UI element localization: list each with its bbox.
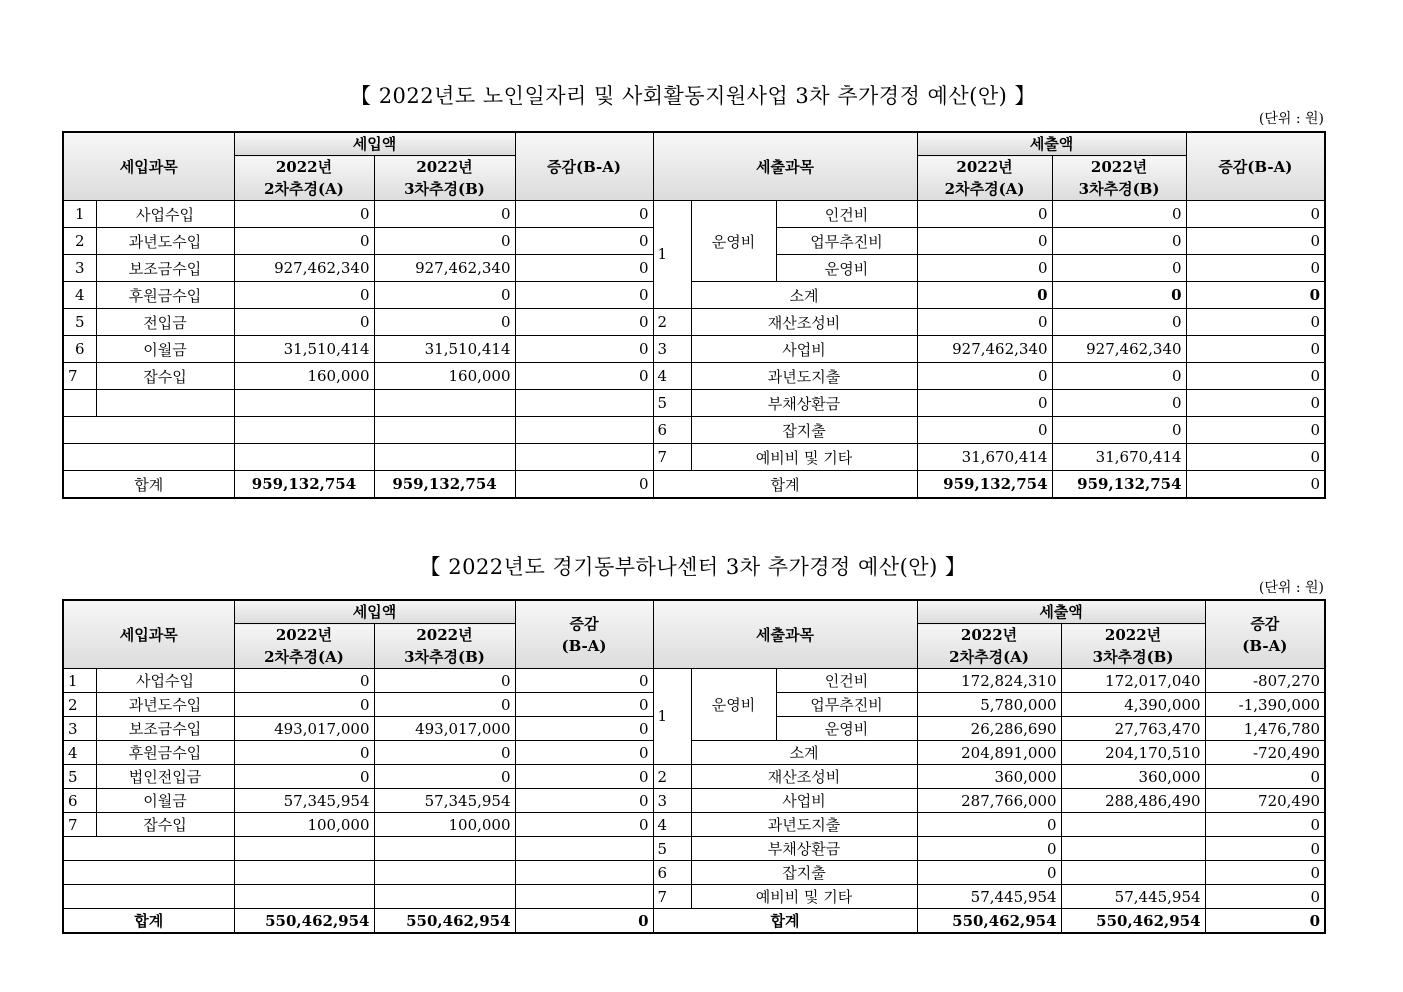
expense-diff: 0	[1186, 363, 1325, 390]
expense-b: 0	[1052, 363, 1186, 390]
expense-diff: 0	[1186, 309, 1325, 336]
expense-no: 7	[653, 885, 691, 909]
income-diff: 0	[515, 255, 653, 282]
expense-b: 0	[1052, 309, 1186, 336]
expense-b	[1061, 813, 1205, 837]
empty-cell	[234, 417, 374, 444]
income-no: 6	[63, 789, 96, 813]
empty-cell	[515, 837, 653, 861]
expense-diff: 0	[1186, 255, 1325, 282]
income-diff: 0	[515, 282, 653, 309]
income-a: 0	[234, 228, 374, 255]
empty-cell	[374, 861, 515, 885]
expense-subject-header: 세출과목	[653, 132, 917, 201]
income-col-b-header: 2022년 3차추경(B)	[374, 624, 515, 669]
expense-diff: -1,390,000	[1205, 693, 1325, 717]
income-subject-header: 세입과목	[63, 600, 234, 669]
expense-no: 4	[653, 813, 691, 837]
income-name: 보조금수입	[96, 717, 234, 741]
income-name: 과년도수입	[96, 693, 234, 717]
expense-name: 재산조성비	[691, 309, 917, 336]
expense-a: 31,670,414	[917, 444, 1052, 471]
income-b: 57,345,954	[374, 789, 515, 813]
empty-cell	[63, 861, 234, 885]
income-name: 사업수입	[96, 201, 234, 228]
expense-no: 3	[653, 789, 691, 813]
expense-sub-name: 인건비	[776, 669, 917, 693]
income-total-diff: 0	[515, 471, 653, 499]
income-diff: 0	[515, 309, 653, 336]
income-a: 160,000	[234, 363, 374, 390]
income-name: 후원금수입	[96, 741, 234, 765]
expense-diff-header: 증감 (B-A)	[1205, 600, 1325, 669]
expense-a: 360,000	[917, 765, 1061, 789]
income-diff: 0	[515, 228, 653, 255]
empty-cell	[63, 390, 96, 417]
income-name: 이월금	[96, 789, 234, 813]
budget-table-2	[62, 599, 1326, 934]
empty-cell	[234, 837, 374, 861]
empty-cell	[374, 417, 515, 444]
expense-a: 0	[917, 813, 1061, 837]
expense-diff: 0	[1186, 444, 1325, 471]
expense-a: 26,286,690	[917, 717, 1061, 741]
expense-b: 31,670,414	[1052, 444, 1186, 471]
expense-subtotal-diff: -720,490	[1205, 741, 1325, 765]
income-a: 0	[234, 765, 374, 789]
expense-b: 288,486,490	[1061, 789, 1205, 813]
income-diff-header: 증감(B-A)	[515, 132, 653, 201]
income-name: 잡수입	[96, 813, 234, 837]
expense-name: 사업비	[691, 336, 917, 363]
income-b: 100,000	[374, 813, 515, 837]
income-a: 927,462,340	[234, 255, 374, 282]
total-row	[63, 471, 1325, 499]
income-diff: 0	[515, 201, 653, 228]
income-a: 493,017,000	[234, 717, 374, 741]
expense-name: 과년도지출	[691, 363, 917, 390]
expense-no: 4	[653, 363, 691, 390]
income-diff: 0	[515, 813, 653, 837]
expense-b: 0	[1052, 201, 1186, 228]
expense-b	[1061, 861, 1205, 885]
income-amount-header: 세입액	[234, 600, 515, 624]
income-a: 0	[234, 309, 374, 336]
income-no: 1	[63, 201, 96, 228]
income-b: 927,462,340	[374, 255, 515, 282]
budget-table-1	[62, 131, 1326, 499]
income-diff: 0	[515, 741, 653, 765]
expense-b: 927,462,340	[1052, 336, 1186, 363]
income-diff: 0	[515, 363, 653, 390]
empty-cell	[374, 837, 515, 861]
expense-a: 0	[917, 861, 1061, 885]
income-a: 0	[234, 669, 374, 693]
expense-a: 0	[917, 837, 1061, 861]
empty-cell	[515, 444, 653, 471]
income-no: 3	[63, 717, 96, 741]
income-diff: 0	[515, 717, 653, 741]
income-b: 0	[374, 693, 515, 717]
income-b: 0	[374, 669, 515, 693]
table-row	[63, 741, 1325, 765]
expense-b: 57,445,954	[1061, 885, 1205, 909]
empty-cell	[515, 885, 653, 909]
income-name: 이월금	[96, 336, 234, 363]
empty-cell	[234, 390, 374, 417]
income-no: 4	[63, 741, 96, 765]
expense-subtotal-a: 0	[917, 282, 1052, 309]
expense-total-b: 550,462,954	[1061, 909, 1205, 934]
expense-a: 5,780,000	[917, 693, 1061, 717]
expense-b: 4,390,000	[1061, 693, 1205, 717]
expense-no: 6	[653, 417, 691, 444]
expense-no: 2	[653, 765, 691, 789]
expense-no: 3	[653, 336, 691, 363]
expense-sub-name: 업무추진비	[776, 693, 917, 717]
table-row	[63, 669, 1325, 693]
expense-col-b-header: 2022년 3차추경(B)	[1061, 624, 1205, 669]
expense-diff: 720,490	[1205, 789, 1325, 813]
income-b: 0	[374, 741, 515, 765]
empty-cell	[515, 417, 653, 444]
expense-sub-name: 인건비	[776, 201, 917, 228]
expense-total-a: 959,132,754	[917, 471, 1052, 499]
expense-b: 172,017,040	[1061, 669, 1205, 693]
expense-amount-header: 세출액	[917, 600, 1205, 624]
table-row	[63, 417, 1325, 444]
expense-amount-header: 세출액	[917, 132, 1186, 156]
expense-name: 부채상환금	[691, 390, 917, 417]
income-col-a-header: 2022년 2차추경(A)	[234, 156, 374, 201]
income-a: 0	[234, 693, 374, 717]
expense-b: 0	[1052, 255, 1186, 282]
expense-col-a-header: 2022년 2차추경(A)	[917, 156, 1052, 201]
expense-name: 부채상환금	[691, 837, 917, 861]
expense-no: 5	[653, 390, 691, 417]
expense-col-a-header: 2022년 2차추경(A)	[917, 624, 1061, 669]
empty-cell	[234, 885, 374, 909]
table-row	[63, 201, 1325, 228]
income-col-b-header: 2022년 3차추경(B)	[374, 156, 515, 201]
expense-b: 360,000	[1061, 765, 1205, 789]
income-diff-header: 증감 (B-A)	[515, 600, 653, 669]
expense-diff: 0	[1205, 885, 1325, 909]
income-amount-header: 세입액	[234, 132, 515, 156]
empty-cell	[515, 861, 653, 885]
expense-no: 7	[653, 444, 691, 471]
table-row	[63, 282, 1325, 309]
expense-col-b-header: 2022년 3차추경(B)	[1052, 156, 1186, 201]
table-row	[63, 444, 1325, 471]
expense-sub-name: 운영비	[776, 255, 917, 282]
income-diff: 0	[515, 789, 653, 813]
expense-total-a: 550,462,954	[917, 909, 1061, 934]
expense-a: 0	[917, 417, 1052, 444]
table-row	[63, 861, 1325, 885]
expense-diff: 0	[1205, 765, 1325, 789]
income-no: 5	[63, 765, 96, 789]
expense-a: 0	[917, 390, 1052, 417]
expense-total-label: 합계	[653, 909, 917, 934]
income-a: 100,000	[234, 813, 374, 837]
empty-cell	[374, 885, 515, 909]
expense-name: 잡지출	[691, 861, 917, 885]
empty-cell	[515, 390, 653, 417]
expense-diff: 1,476,780	[1205, 717, 1325, 741]
expense-subject-header: 세출과목	[653, 600, 917, 669]
expense-a: 0	[917, 228, 1052, 255]
income-no: 1	[63, 669, 96, 693]
total-row	[63, 909, 1325, 934]
expense-subtotal-b: 0	[1052, 282, 1186, 309]
income-a: 57,345,954	[234, 789, 374, 813]
expense-subtotal-a: 204,891,000	[917, 741, 1061, 765]
table-row	[63, 363, 1325, 390]
expense-no: 5	[653, 837, 691, 861]
income-no: 2	[63, 228, 96, 255]
expense-sub-name: 운영비	[776, 717, 917, 741]
expense-a: 172,824,310	[917, 669, 1061, 693]
expense-no: 2	[653, 309, 691, 336]
empty-cell	[96, 390, 234, 417]
expense-diff: 0	[1186, 417, 1325, 444]
income-total-label: 합계	[63, 909, 234, 934]
expense-diff: 0	[1186, 336, 1325, 363]
income-b: 0	[374, 201, 515, 228]
expense-b: 0	[1052, 228, 1186, 255]
expense-diff: -807,270	[1205, 669, 1325, 693]
expense-sub-name: 업무추진비	[776, 228, 917, 255]
table-row	[63, 813, 1325, 837]
budget-title-1: 【 2022년도 노인일자리 및 사회활동지원사업 3차 추가경정 예산(안) 】	[350, 84, 1036, 108]
income-total-diff: 0	[515, 909, 653, 934]
income-no: 2	[63, 693, 96, 717]
expense-a: 0	[917, 309, 1052, 336]
income-total-a: 959,132,754	[234, 471, 374, 499]
expense-diff: 0	[1186, 228, 1325, 255]
income-name: 법인전입금	[96, 765, 234, 789]
income-diff: 0	[515, 765, 653, 789]
income-total-a: 550,462,954	[234, 909, 374, 934]
income-b: 493,017,000	[374, 717, 515, 741]
empty-cell	[63, 837, 234, 861]
income-b: 0	[374, 309, 515, 336]
expense-a: 287,766,000	[917, 789, 1061, 813]
expense-name: 재산조성비	[691, 765, 917, 789]
income-no: 3	[63, 255, 96, 282]
expense-a: 0	[917, 201, 1052, 228]
income-b: 0	[374, 765, 515, 789]
income-a: 0	[234, 741, 374, 765]
expense-b: 27,763,470	[1061, 717, 1205, 741]
expense-subtotal-diff: 0	[1186, 282, 1325, 309]
expense-diff-header: 증감(B-A)	[1186, 132, 1325, 201]
expense-name: 사업비	[691, 789, 917, 813]
expense-diff: 0	[1205, 837, 1325, 861]
table-row	[63, 837, 1325, 861]
income-name: 사업수입	[96, 669, 234, 693]
empty-cell	[63, 444, 234, 471]
expense-total-b: 959,132,754	[1052, 471, 1186, 499]
expense-a: 927,462,340	[917, 336, 1052, 363]
expense-b: 0	[1052, 390, 1186, 417]
income-b: 31,510,414	[374, 336, 515, 363]
empty-cell	[63, 885, 234, 909]
table-row	[63, 390, 1325, 417]
income-diff: 0	[515, 336, 653, 363]
empty-cell	[234, 444, 374, 471]
expense-group-no: 1	[653, 201, 691, 309]
income-no: 5	[63, 309, 96, 336]
expense-group-name: 운영비	[691, 201, 776, 282]
expense-no: 6	[653, 861, 691, 885]
income-a: 0	[234, 201, 374, 228]
table-row	[63, 765, 1325, 789]
income-name: 과년도수입	[96, 228, 234, 255]
expense-name: 과년도지출	[691, 813, 917, 837]
empty-cell	[374, 444, 515, 471]
income-a: 0	[234, 282, 374, 309]
expense-name: 잡지출	[691, 417, 917, 444]
expense-diff: 0	[1205, 813, 1325, 837]
expense-subtotal-label: 소계	[691, 741, 917, 765]
expense-diff: 0	[1205, 861, 1325, 885]
income-total-b: 959,132,754	[374, 471, 515, 499]
expense-group-no: 1	[653, 669, 691, 765]
income-name: 잡수입	[96, 363, 234, 390]
income-name: 보조금수입	[96, 255, 234, 282]
table-row	[63, 336, 1325, 363]
empty-cell	[234, 861, 374, 885]
expense-group-name: 운영비	[691, 669, 776, 741]
empty-cell	[63, 417, 234, 444]
budget-title-2: 【 2022년도 경기동부하나센터 3차 추가경정 예산(안) 】	[419, 555, 967, 579]
income-name: 후원금수입	[96, 282, 234, 309]
expense-total-diff: 0	[1186, 471, 1325, 499]
table-row	[63, 885, 1325, 909]
income-diff: 0	[515, 669, 653, 693]
expense-subtotal-b: 204,170,510	[1061, 741, 1205, 765]
income-subject-header: 세입과목	[63, 132, 234, 201]
income-no: 7	[63, 363, 96, 390]
income-name: 전입금	[96, 309, 234, 336]
income-b: 0	[374, 228, 515, 255]
expense-b	[1061, 837, 1205, 861]
expense-name: 예비비 및 기타	[691, 444, 917, 471]
empty-cell	[374, 390, 515, 417]
table-row	[63, 309, 1325, 336]
expense-subtotal-label: 소계	[691, 282, 917, 309]
income-b: 0	[374, 282, 515, 309]
expense-name: 예비비 및 기타	[691, 885, 917, 909]
unit-label-2: (단위 : 원)	[1258, 580, 1324, 596]
expense-b: 0	[1052, 417, 1186, 444]
income-diff: 0	[515, 693, 653, 717]
expense-a: 57,445,954	[917, 885, 1061, 909]
income-no: 7	[63, 813, 96, 837]
income-b: 160,000	[374, 363, 515, 390]
expense-diff: 0	[1186, 201, 1325, 228]
expense-a: 0	[917, 363, 1052, 390]
income-a: 31,510,414	[234, 336, 374, 363]
expense-diff: 0	[1186, 390, 1325, 417]
income-no: 4	[63, 282, 96, 309]
unit-label-1: (단위 : 원)	[1258, 111, 1324, 127]
expense-total-diff: 0	[1205, 909, 1325, 934]
income-total-label: 합계	[63, 471, 234, 499]
expense-a: 0	[917, 255, 1052, 282]
expense-total-label: 합계	[653, 471, 917, 499]
income-no: 6	[63, 336, 96, 363]
table-row	[63, 789, 1325, 813]
income-total-b: 550,462,954	[374, 909, 515, 934]
income-col-a-header: 2022년 2차추경(A)	[234, 624, 374, 669]
